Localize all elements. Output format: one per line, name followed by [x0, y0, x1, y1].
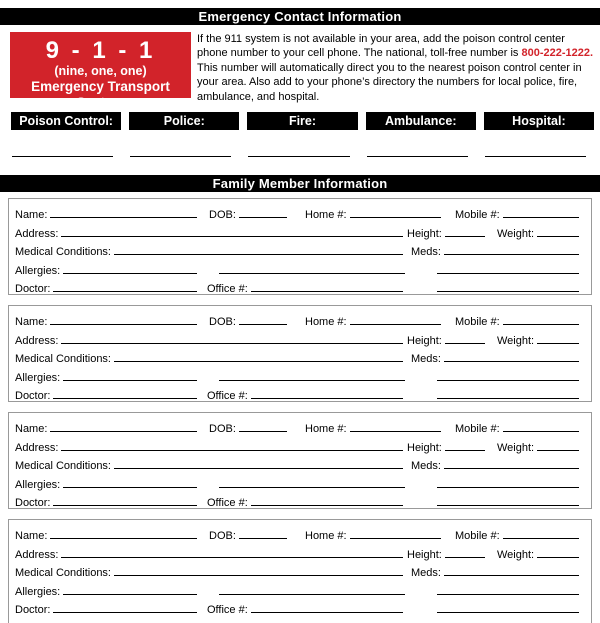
- family-row-1: [15, 310, 579, 328]
- family-row-4: [15, 258, 579, 276]
- office-field: [207, 497, 403, 509]
- family-row-5: [15, 598, 579, 616]
- badge-911-caption: Emergency Transport System: [31, 79, 170, 110]
- weight-field: [497, 442, 579, 454]
- meds-field: [411, 353, 579, 365]
- address-label: Address:: [15, 548, 59, 561]
- allergies-label: Allergies:: [15, 371, 61, 384]
- medical-conditions-line[interactable]: [114, 468, 403, 469]
- allergies-field: [15, 586, 197, 598]
- address-label: Address:: [15, 334, 59, 347]
- address-label: Address:: [15, 227, 59, 240]
- contact-fill-line-row: [11, 125, 594, 157]
- family-row-4: [15, 472, 579, 490]
- meds-extra-line-2[interactable]: [437, 291, 579, 292]
- office-field: [207, 390, 403, 402]
- family-member-block: [8, 198, 592, 295]
- height-field: [407, 335, 485, 347]
- weight-label: Weight:: [497, 334, 535, 347]
- home-label: Home #:: [305, 209, 347, 222]
- family-row-4: [15, 365, 579, 383]
- allergies-field: [15, 372, 197, 384]
- name-label: Name:: [15, 316, 48, 329]
- name-field: [15, 530, 197, 542]
- poison-control-line[interactable]: [12, 156, 113, 157]
- mobile-field: [455, 423, 579, 435]
- meds-extra-line-2[interactable]: [437, 398, 579, 399]
- dob-field: [209, 316, 287, 328]
- medical-conditions-line[interactable]: [114, 361, 403, 362]
- home-label: Home #:: [305, 316, 347, 329]
- name-field: [15, 316, 197, 328]
- family-row-1: [15, 524, 579, 542]
- name-line[interactable]: [50, 538, 197, 539]
- allergies-label: Allergies:: [15, 264, 61, 277]
- medical-conditions-field: [15, 460, 403, 472]
- office-field: [207, 604, 403, 616]
- office-number-line[interactable]: [251, 505, 403, 506]
- home-number-line[interactable]: [350, 324, 441, 325]
- height-line[interactable]: [445, 450, 485, 451]
- dob-line[interactable]: [239, 538, 287, 539]
- meds-field: [411, 246, 579, 258]
- mobile-number-line[interactable]: [503, 431, 579, 432]
- weight-field: [497, 549, 579, 561]
- medical-conditions-field: [15, 246, 403, 258]
- family-member-block: [8, 519, 592, 623]
- allergies-extra-line[interactable]: [219, 487, 405, 488]
- meds-extra-line-1[interactable]: [437, 487, 579, 488]
- home-label: Home #:: [305, 423, 347, 436]
- poison-control-field: [11, 125, 121, 157]
- dob-label: DOB:: [209, 209, 236, 222]
- dob-field: [209, 209, 287, 221]
- family-row-2: [15, 435, 579, 453]
- medical-conditions-field: [15, 353, 403, 365]
- meds-extra-line-1[interactable]: [437, 273, 579, 274]
- family-row-3: [15, 240, 579, 258]
- section-header-emergency: Emergency Contact Information: [0, 8, 600, 25]
- family-row-5: [15, 384, 579, 402]
- home-label: Home #:: [305, 530, 347, 543]
- home-field: [305, 316, 441, 328]
- weight-line[interactable]: [537, 343, 579, 344]
- allergies-line[interactable]: [63, 487, 197, 488]
- meds-line[interactable]: [444, 361, 579, 362]
- home-number-line[interactable]: [350, 217, 441, 218]
- home-field: [305, 530, 441, 542]
- weight-field: [497, 228, 579, 240]
- ambulance-line[interactable]: [367, 156, 468, 157]
- family-row-1: [15, 417, 579, 435]
- family-row-5: [15, 491, 579, 509]
- name-line[interactable]: [50, 431, 197, 432]
- allergies-field: [15, 265, 197, 277]
- height-field: [407, 228, 485, 240]
- doctor-field: [15, 604, 197, 616]
- doctor-field: [15, 283, 197, 295]
- weight-label: Weight:: [497, 548, 535, 561]
- poison-control-phone-number: 800-222-1222.: [521, 47, 594, 60]
- weight-field: [497, 335, 579, 347]
- fire-line[interactable]: [248, 156, 349, 157]
- mobile-number-line[interactable]: [503, 538, 579, 539]
- family-row-3: [15, 454, 579, 472]
- doctor-field: [15, 497, 197, 509]
- allergies-extra-line[interactable]: [219, 380, 405, 381]
- dob-label: DOB:: [209, 530, 236, 543]
- family-member-block: [8, 305, 592, 402]
- doctor-line[interactable]: [53, 612, 197, 613]
- meds-extra-line-2[interactable]: [437, 612, 579, 613]
- height-line[interactable]: [445, 557, 485, 558]
- mobile-field: [455, 209, 579, 221]
- home-number-line[interactable]: [350, 431, 441, 432]
- home-field: [305, 423, 441, 435]
- address-line[interactable]: [61, 236, 403, 237]
- office-number-line[interactable]: [251, 398, 403, 399]
- address-line[interactable]: [61, 450, 403, 451]
- family-row-5: [15, 277, 579, 295]
- badge-911-subtitle: (nine, one, one): [54, 64, 147, 78]
- height-label: Height:: [407, 334, 442, 347]
- mobile-number-line[interactable]: [503, 324, 579, 325]
- medical-conditions-label: Medical Conditions:: [15, 353, 111, 366]
- home-number-line[interactable]: [350, 538, 441, 539]
- name-label: Name:: [15, 530, 48, 543]
- height-line[interactable]: [445, 343, 485, 344]
- family-blocks: [8, 198, 592, 623]
- name-label: Name:: [15, 209, 48, 222]
- mobile-label: Mobile #:: [455, 316, 500, 329]
- doctor-label: Doctor:: [15, 603, 51, 616]
- ambulance-field: [366, 125, 476, 157]
- family-member-block: [8, 412, 592, 509]
- office-label: Office #:: [207, 282, 248, 295]
- family-row-3: [15, 561, 579, 579]
- meds-extra-line-1[interactable]: [437, 594, 579, 595]
- height-label: Height:: [407, 441, 442, 454]
- police-line[interactable]: [130, 156, 231, 157]
- allergies-label: Allergies:: [15, 478, 61, 491]
- allergies-field: [15, 479, 197, 491]
- meds-extra-line-2[interactable]: [437, 505, 579, 506]
- fire-field: [247, 125, 357, 157]
- name-line[interactable]: [50, 324, 197, 325]
- section-header-family: Family Member Information: [0, 175, 600, 192]
- medical-conditions-label: Medical Conditions:: [15, 460, 111, 473]
- mobile-label: Mobile #:: [455, 423, 500, 436]
- medical-conditions-label: Medical Conditions:: [15, 567, 111, 580]
- office-label: Office #:: [207, 389, 248, 402]
- family-row-1: [15, 203, 579, 221]
- name-label: Name:: [15, 423, 48, 436]
- contact-label-hospital: Hospital:: [484, 112, 594, 130]
- doctor-label: Doctor:: [15, 496, 51, 509]
- dob-label: DOB:: [209, 316, 236, 329]
- mobile-number-line[interactable]: [503, 217, 579, 218]
- meds-label: Meds:: [411, 567, 441, 580]
- family-row-3: [15, 347, 579, 365]
- weight-line[interactable]: [537, 557, 579, 558]
- doctor-line[interactable]: [53, 505, 197, 506]
- office-number-line[interactable]: [251, 291, 403, 292]
- meds-label: Meds:: [411, 246, 441, 259]
- hospital-field: [484, 125, 594, 157]
- mobile-label: Mobile #:: [455, 209, 500, 222]
- dob-line[interactable]: [239, 431, 287, 432]
- office-label: Office #:: [207, 496, 248, 509]
- office-label: Office #:: [207, 603, 248, 616]
- allergies-extra-line[interactable]: [219, 273, 405, 274]
- family-row-2: [15, 221, 579, 239]
- address-field: [15, 442, 403, 454]
- meds-field: [411, 460, 579, 472]
- doctor-label: Doctor:: [15, 389, 51, 402]
- meds-label: Meds:: [411, 460, 441, 473]
- address-field: [15, 335, 403, 347]
- badge-911-number: 9 - 1 - 1: [45, 37, 156, 64]
- address-field: [15, 549, 403, 561]
- meds-line[interactable]: [444, 575, 579, 576]
- meds-line[interactable]: [444, 254, 579, 255]
- contact-label-police: Police:: [129, 112, 239, 130]
- mobile-label: Mobile #:: [455, 530, 500, 543]
- allergies-extra-line[interactable]: [219, 594, 405, 595]
- family-row-2: [15, 328, 579, 346]
- medical-conditions-field: [15, 567, 403, 579]
- medical-conditions-line[interactable]: [114, 575, 403, 576]
- family-row-4: [15, 579, 579, 597]
- meds-field: [411, 567, 579, 579]
- address-label: Address:: [15, 441, 59, 454]
- name-line[interactable]: [50, 217, 197, 218]
- contact-label-poison-control: Poison Control:: [11, 112, 121, 130]
- dob-field: [209, 530, 287, 542]
- weight-label: Weight:: [497, 441, 535, 454]
- contact-label-ambulance: Ambulance:: [366, 112, 476, 130]
- dob-line[interactable]: [239, 217, 287, 218]
- height-label: Height:: [407, 548, 442, 561]
- meds-extra-line-1[interactable]: [437, 380, 579, 381]
- dob-field: [209, 423, 287, 435]
- weight-label: Weight:: [497, 227, 535, 240]
- family-row-2: [15, 542, 579, 560]
- dob-label: DOB:: [209, 423, 236, 436]
- medical-conditions-label: Medical Conditions:: [15, 246, 111, 259]
- height-field: [407, 549, 485, 561]
- doctor-line[interactable]: [53, 398, 197, 399]
- doctor-field: [15, 390, 197, 402]
- address-field: [15, 228, 403, 240]
- height-line[interactable]: [445, 236, 485, 237]
- doctor-label: Doctor:: [15, 282, 51, 295]
- name-field: [15, 209, 197, 221]
- badge-911: [10, 32, 191, 110]
- address-line[interactable]: [61, 343, 403, 344]
- allergies-line[interactable]: [63, 273, 197, 274]
- meds-label: Meds:: [411, 353, 441, 366]
- height-label: Height:: [407, 227, 442, 240]
- police-field: [129, 125, 239, 157]
- intro-paragraph: [197, 32, 597, 104]
- weight-line[interactable]: [537, 450, 579, 451]
- medical-conditions-line[interactable]: [114, 254, 403, 255]
- office-field: [207, 283, 403, 295]
- weight-line[interactable]: [537, 236, 579, 237]
- doctor-line[interactable]: [53, 291, 197, 292]
- name-field: [15, 423, 197, 435]
- intro-text-after: This number will automatically direct you to the nearest poison control center in your area. Also add to your phone’s directory the numbers for local police, fire, ambulance, and hospital.: [197, 61, 582, 103]
- meds-line[interactable]: [444, 468, 579, 469]
- height-field: [407, 442, 485, 454]
- home-field: [305, 209, 441, 221]
- allergies-label: Allergies:: [15, 585, 61, 598]
- mobile-field: [455, 316, 579, 328]
- mobile-field: [455, 530, 579, 542]
- address-line[interactable]: [61, 557, 403, 558]
- allergies-line[interactable]: [63, 594, 197, 595]
- office-number-line[interactable]: [251, 612, 403, 613]
- intro-text-before: If the 911 system is not available in your area, add the poison control center phone number to your cell phone. The national, toll-free number is: [197, 33, 565, 60]
- allergies-line[interactable]: [63, 380, 197, 381]
- hospital-line[interactable]: [485, 156, 586, 157]
- contact-label-fire: Fire:: [247, 112, 357, 130]
- dob-line[interactable]: [239, 324, 287, 325]
